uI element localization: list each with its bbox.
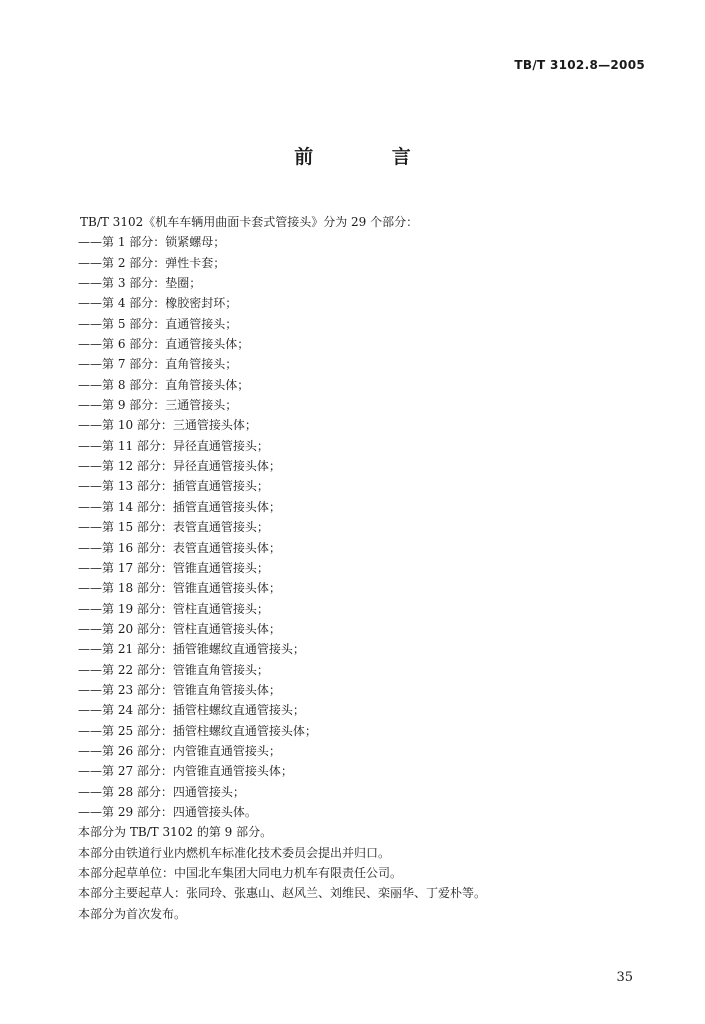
statement-line: 本部分为 TB/T 3102 的第 9 部分。 (78, 825, 273, 840)
list-dash: —— (78, 560, 102, 575)
part-list-item (78, 619, 638, 639)
list-dash: —— (78, 337, 102, 352)
part-list-item (78, 436, 638, 456)
part-label: 第 5 部分：直通管接头； (102, 316, 238, 331)
list-dash: —— (78, 255, 102, 270)
list-dash: —— (78, 377, 102, 392)
part-label: 第 1 部分：锁紧螺母； (102, 235, 226, 250)
list-dash: —— (78, 418, 102, 433)
list-dash: —— (78, 662, 102, 677)
list-dash: —— (78, 540, 102, 555)
part-list-item (78, 802, 638, 822)
part-list-item (78, 415, 638, 435)
part-list-item (78, 293, 638, 313)
part-list-item (78, 761, 638, 781)
part-label: 第 14 部分：插管直通管接头体； (102, 499, 281, 514)
list-dash: —— (78, 438, 102, 453)
part-label: 第 28 部分：四通管接头； (102, 784, 245, 799)
list-dash: —— (78, 235, 102, 250)
part-label: 第 6 部分：直通管接头体； (102, 337, 250, 352)
part-list-item (78, 599, 638, 619)
intro-line: TB/T 3102《机车车辆用曲面卡套式管接头》分为 29 个部分： (80, 215, 419, 229)
statements (78, 822, 638, 924)
part-label: 第 19 部分：管柱直通管接头； (102, 601, 269, 616)
part-label: 第 12 部分：异径直通管接头体； (102, 459, 281, 474)
part-list-item (78, 639, 638, 659)
part-label: 第 23 部分：管锥直角管接头体； (102, 682, 281, 697)
part-list-item (78, 538, 638, 558)
part-list-item (78, 375, 638, 395)
list-dash: —— (78, 764, 102, 779)
part-list-item (78, 232, 638, 252)
foreword-body (78, 212, 638, 924)
list-dash: —— (78, 723, 102, 738)
page-title: 前 言 (294, 146, 447, 168)
part-label: 第 17 部分：管锥直通管接头； (102, 560, 269, 575)
list-dash: —— (78, 682, 102, 697)
part-label: 第 9 部分：三通管接头； (102, 398, 238, 413)
list-dash: —— (78, 601, 102, 616)
part-list-item (78, 517, 638, 537)
part-label: 第 13 部分：插管直通管接头； (102, 479, 269, 494)
parts-list (78, 232, 638, 822)
part-list-item (78, 741, 638, 761)
statement-line: 本部分起草单位：中国北车集团大同电力机车有限责任公司。 (78, 866, 403, 880)
list-dash: —— (78, 784, 102, 799)
list-dash: —— (78, 703, 102, 718)
list-dash: —— (78, 621, 102, 636)
part-list-item (78, 476, 638, 496)
part-list-item (78, 456, 638, 476)
list-dash: —— (78, 296, 102, 311)
part-list-item (78, 253, 638, 273)
part-list-item (78, 273, 638, 293)
part-label: 第 7 部分：直角管接头； (102, 357, 238, 372)
part-label: 第 27 部分：内管锥直通管接头体； (102, 764, 293, 779)
part-label: 第 10 部分：三通管接头体； (102, 418, 257, 433)
list-dash: —— (78, 642, 102, 657)
part-list-item (78, 334, 638, 354)
list-dash: —— (78, 316, 102, 331)
page-number: 35 (616, 970, 633, 985)
list-dash: —— (78, 459, 102, 474)
part-list-item (78, 721, 638, 741)
list-dash: —— (78, 499, 102, 514)
list-dash: —— (78, 276, 102, 291)
part-list-item (78, 700, 638, 720)
part-list-item (78, 660, 638, 680)
part-label: 第 18 部分：管锥直通管接头体； (102, 581, 281, 596)
list-dash: —— (78, 581, 102, 596)
part-label: 第 11 部分：异径直通管接头； (102, 438, 269, 453)
statement-line: 本部分主要起草人：张同玲、张惠山、赵风兰、刘维民、栾丽华、丁爱朴等。 (78, 886, 487, 901)
part-list-item (78, 314, 638, 334)
statement-line: 本部分由铁道行业内燃机车标准化技术委员会提出并归口。 (78, 845, 391, 860)
list-dash: —— (78, 804, 102, 819)
part-label: 第 26 部分：内管锥直通管接头； (102, 743, 281, 758)
part-label: 第 15 部分：表管直通管接头； (102, 520, 269, 535)
part-label: 第 2 部分：弹性卡套； (102, 255, 226, 270)
part-list-item (78, 497, 638, 517)
part-label: 第 22 部分：管锥直角管接头； (102, 662, 269, 677)
part-list-item (78, 354, 638, 374)
part-label: 第 4 部分：橡胶密封环； (102, 296, 238, 311)
part-label: 第 29 部分：四通管接头体。 (102, 804, 257, 819)
part-list-item (78, 578, 638, 598)
statement-line: 本部分为首次发布。 (78, 906, 187, 921)
list-dash: —— (78, 743, 102, 758)
standard-code: TB/T 3102.8—2005 (514, 58, 645, 72)
part-list-item (78, 782, 638, 802)
part-label: 第 3 部分：垫圈； (102, 276, 202, 291)
part-label: 第 24 部分：插管柱螺纹直通管接头； (102, 703, 305, 718)
part-label: 第 21 部分：插管锥螺纹直通管接头； (102, 642, 305, 657)
part-list-item (78, 680, 638, 700)
list-dash: —— (78, 398, 102, 413)
part-label: 第 25 部分：插管柱螺纹直通管接头体； (102, 723, 317, 738)
list-dash: —— (78, 520, 102, 535)
part-list-item (78, 395, 638, 415)
part-label: 第 20 部分：管柱直通管接头体； (102, 621, 281, 636)
part-list-item (78, 558, 638, 578)
part-label: 第 16 部分：表管直通管接头体； (102, 540, 281, 555)
list-dash: —— (78, 479, 102, 494)
list-dash: —— (78, 357, 102, 372)
part-label: 第 8 部分：直角管接头体； (102, 377, 250, 392)
